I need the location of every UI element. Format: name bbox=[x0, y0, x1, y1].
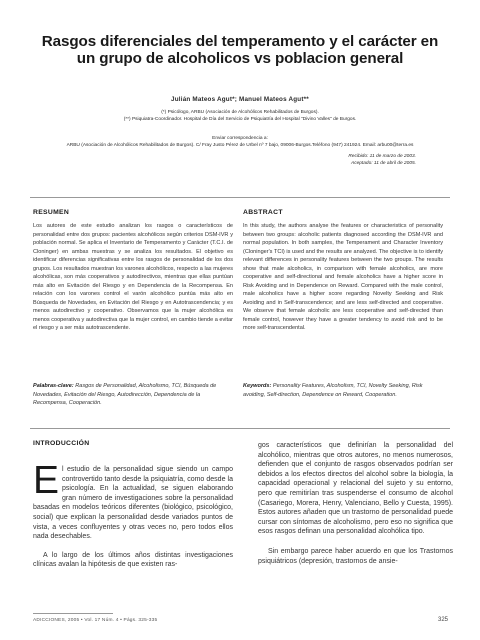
abstract-keywords-list: Personality Features, Alcoholism, TCI, Novelty Seeking, Risk avoiding, Self-direction, Dependence on Reward, Cooperation. bbox=[243, 383, 423, 398]
article-title: Rasgos diferenciales del temperamento y el carácter en un grupo de alcoholicos vs poblacion general bbox=[41, 33, 439, 67]
resumen-keywords-list: Rasgos de Personalidad, Alcoholismo, TCI, Búsqueda de Novedades, Evitación del Riesgo, Autodirección, Dependencia de la Recompensa, Cooperación. bbox=[33, 383, 217, 406]
received-date: Recibido: 11 de marzo de 2003. bbox=[348, 154, 416, 159]
footer-divider bbox=[33, 613, 113, 614]
abstract-keywords bbox=[243, 382, 443, 399]
intro-paragraph-3: gos característicos que definirían la personalidad del alcohólico, mientras que otros autores, no menos numerosos, defienden que el conjunto de rasgos observados podrían ser debidos a los efectos directos del alcohol sobre la biología, la capacidad operacional y relacional del sujeto y su entorno, pero que remitirían tras suspenderse el consumo de alcohol (Casariego, Morera, Henry, Valenciano, Bello y Cuesta, 1995). Estos autores añaden que un trastorno de personalidad puede cursar con síntomas de alcoholismo, pero eso no significa que esos rasgos definan una personalidad alcohólica tipo. bbox=[258, 442, 453, 536]
abstract-heading: ABSTRACT bbox=[243, 209, 283, 216]
page-number: 325 bbox=[437, 617, 448, 623]
abstract-keywords-label: Keywords: bbox=[243, 383, 272, 389]
abstract-text: In this study, the authors analyse the features or characteristics of personality between two groups: alcoholic patients diagnosed according the DSM-IVR and normal population. In both samples, the Temperament and Character Inventory (Cloninger's TCI) is used and the results are analyzed. The objective is to identify relevant differences in personality features between the two groups. The results show that male alcoholics, in comparison with female alcoholics, are more cooperative and self-directional and female alcoholics have a higher score in Risk Avoiding and in Dependence on Reward. Compared with the male control, male alcoholics have a higher score regarding Novelty Seeking and Risk Avoiding and in Self-transcendence; and are less self-directed and cooperative. We observe that female alcoholic are less cooperative and self-directed than female control, however they have a greater tendency to avoid risk and to be more self-transcendental. bbox=[243, 223, 443, 331]
affiliation-2: (**) Psiquiatra-Coordinador. Hospital de Día del Servicio de Psiquiatría del Hospital "Divino Valles" de Burgos. bbox=[123, 117, 357, 122]
intro-paragraph-2: A lo largo de los últimos años distintas investigaciones clínicas avalan la hipótesis de que existen ras- bbox=[33, 551, 233, 569]
intro-right-column bbox=[258, 441, 453, 566]
resumen-heading: RESUMEN bbox=[33, 209, 70, 216]
article-authors: Julián Mateos Agut*; Manuel Mateos Agut** bbox=[171, 96, 309, 103]
top-divider bbox=[30, 197, 450, 198]
accepted-date: Aceptado: 11 de abril de 2005. bbox=[351, 161, 416, 166]
intro-paragraph-1-text: l estudio de la personalidad sigue siendo un campo controvertido tanto desde la psiquiatría, como desde la psicología. En la actualidad, se siguen elaborando gran número de investigaciones sobre la personalidad basadas en modelos teóricos diferentes (biológico, psicológico, social) que explican la personalidad desde variados puntos de vista, a veces confluyentes y otras veces no, pero todos ellos nada desechables. bbox=[33, 466, 233, 541]
correspondence-label: Enviar correspondencia a: bbox=[212, 136, 268, 141]
journal-footer: ADICCIONES, 2005 • Vol. 17 Núm. 4 • Págs. 325-335 bbox=[33, 618, 158, 623]
middle-divider bbox=[30, 428, 450, 429]
intro-paragraph-4: Sin embargo parece haber acuerdo en que los Trastornos psiquiátricos (depresión, trastornos de ansie- bbox=[258, 547, 453, 565]
resumen-keywords-label: Palabras-clave: bbox=[33, 383, 74, 389]
affiliation-1: (*) Psicólogo, ARBU (Asociación de Alcohólicos Rehabilitados de Burgos). bbox=[161, 110, 319, 115]
resumen-keywords bbox=[33, 382, 233, 408]
resumen-text: Los autores de este estudio analizan los rasgos o característicos de personalidad entre dos grupos: pacientes alcohólicos según criterios DSM-IVR y población normal. Se aplica el Inventario de Temperamento y Carácter (T.C.I. de Cloninger) en ambas muestras y se analiza los resultados. El objetivo es identificar diferencias significativas entre los rasgos de personalidad de los dos grupos. Los resultados muestran los varones alcohólicos, respecto a las mujeres alcohólicas, son más cooperativos y autodirectivos, mientras que ellas puntúan más alto en Evitación del Riesgo y en Dependencia de la Recompensa. En relación con los varones control el varón alcohólico puntúa más alto en Búsqueda de Novedades, en Evitación del Riesgo y en Autotrascendencia; y es menos autodirectivo y cooperativo. Observamos que la mujer alcohólica es menos cooperativa y autodirectiva que la mujer control, en cambio tiende a evitar el riesgo y a ser más autotrascendente. bbox=[33, 223, 233, 331]
drop-cap: E bbox=[33, 459, 60, 502]
correspondence-address: ARBU (Asociación de Alcohólicos Rehabilitados de Burgos). C/ Fray Justo Pérez de Urbel nº 7 bajo, 09006-Burgos.Teléfono (947) 241924. Email: arbu00@terra.es bbox=[66, 143, 414, 148]
intro-paragraph-1 bbox=[33, 459, 233, 542]
introduction-heading: INTRODUCCIÓN bbox=[33, 440, 90, 447]
intro-left-column bbox=[33, 459, 233, 570]
